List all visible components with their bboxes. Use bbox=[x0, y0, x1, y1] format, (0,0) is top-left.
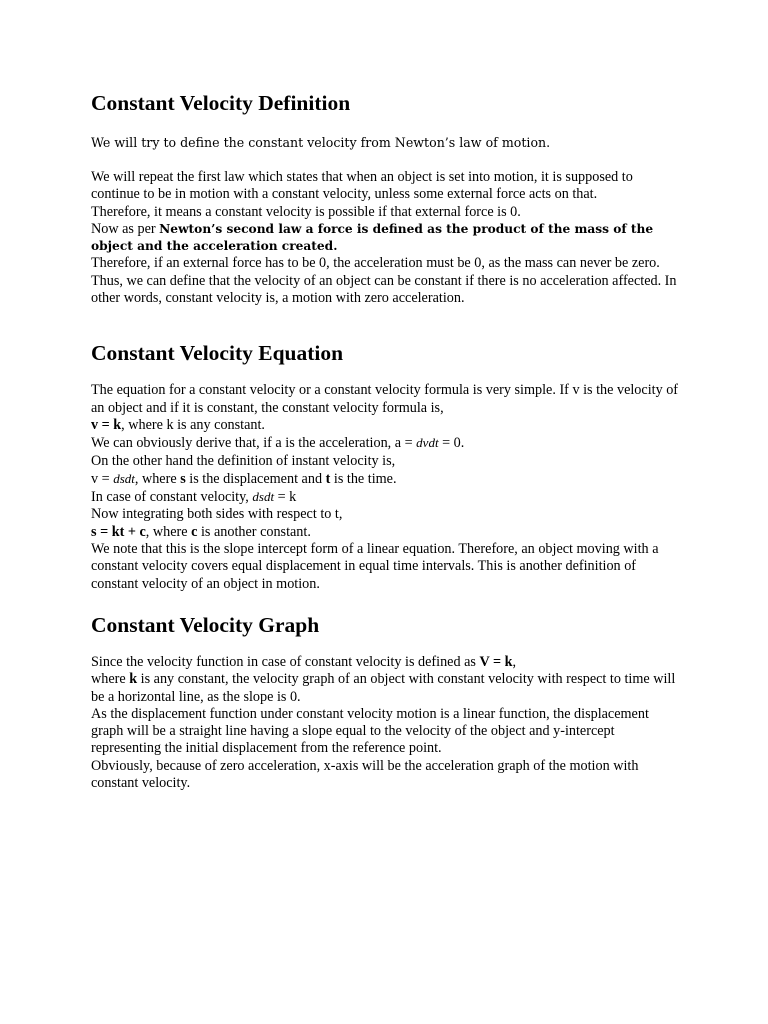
math-dsdt: dsdt bbox=[252, 489, 275, 505]
equation-v-equals-k bbox=[91, 417, 681, 434]
line-v-dsdt bbox=[91, 470, 681, 488]
symbol-s: s bbox=[180, 470, 186, 487]
text-segment: , bbox=[512, 653, 517, 670]
math-dsdt: dsdt bbox=[113, 470, 135, 486]
equation-bold: v = k bbox=[91, 416, 122, 433]
line-constant-case bbox=[91, 488, 681, 506]
line-velocity-function bbox=[91, 654, 681, 671]
text-segment: , where k is any constant. bbox=[121, 416, 265, 433]
text-segment: is the time. bbox=[330, 470, 397, 487]
text-segment: = k bbox=[274, 489, 297, 506]
line-derive-acceleration bbox=[91, 434, 681, 452]
paragraph-equation-intro: The equation for a constant velocity or a constant velocity formula is very simple. If v is the velocity of an object and if it is constant, the constant velocity formula is, bbox=[91, 382, 679, 416]
heading-constant-velocity-graph: Constant Velocity Graph bbox=[91, 612, 320, 637]
paragraph-zero-acceleration: Thus, we can define that the velocity of an object can be constant if there is no acceleration affected. In other words, constant velocity is, a motion with zero acceleration. bbox=[91, 272, 677, 307]
equation-bold: V = k bbox=[479, 653, 513, 670]
text-segment: v = bbox=[91, 470, 114, 487]
paragraph-slope-intercept: We note that this is the slope intercept form of a linear equation. Therefore, an object moving with a constant velocity covers equal displacement in equal time intervals. This is another definition of constant velocity of an object in motion. bbox=[91, 541, 659, 592]
text-segment: We can obviously derive that, if a is the acceleration, a = bbox=[91, 435, 417, 452]
text-segment: where bbox=[91, 671, 130, 688]
symbol-k: k bbox=[129, 671, 138, 688]
paragraph-acceleration-graph: Obviously, because of zero acceleration, x-axis will be the acceleration graph of the motion with constant velocity. bbox=[91, 757, 639, 792]
text-segment: , where bbox=[134, 470, 181, 487]
equation-s-equals-kt-plus-c bbox=[91, 524, 681, 541]
text-segment: In case of constant velocity, bbox=[91, 489, 253, 506]
paragraph-second-law bbox=[91, 221, 681, 256]
text-segment: is any constant, the velocity graph of an object with constant velocity with respect to time will be a horizontal line, as the slope is 0. bbox=[91, 671, 676, 705]
text-segment: = 0. bbox=[438, 435, 465, 452]
symbol-c: c bbox=[191, 523, 198, 540]
equation-bold: s = kt + c bbox=[91, 523, 146, 540]
text-segment: is another constant. bbox=[197, 523, 311, 540]
intro-text: We will try to define the constant velocity from Newton’s law of motion. bbox=[91, 135, 551, 150]
paragraph-acceleration-zero: Therefore, if an external force has to be 0, the acceleration must be 0, as the mass can never be zero. bbox=[91, 255, 660, 272]
text-segment: Since the velocity function in case of constant velocity is defined as bbox=[91, 653, 480, 670]
line-instant-velocity: On the other hand the definition of instant velocity is, bbox=[91, 452, 396, 469]
heading-constant-velocity-equation: Constant Velocity Equation bbox=[91, 341, 344, 366]
paragraph-displacement-graph: As the displacement function under constant velocity motion is a linear function, the displacement graph will be a straight line having a slope equal to the velocity of the object and y-intercept representing the initial displacement from the reference point. bbox=[91, 705, 649, 757]
paragraph-first-law: We will repeat the first law which states that when an object is set into motion, it is supposed to continue to be in motion with a constant velocity, unless some external force acts on that. bbox=[91, 169, 633, 203]
text-segment: Now as per bbox=[91, 220, 160, 237]
text-segment: is the displacement and bbox=[185, 470, 326, 487]
line-integrating: Now integrating both sides with respect to t, bbox=[91, 506, 343, 523]
bold-statement: Newton’s second law a force is defined as the product of the mass of the object and the acceleration created. bbox=[91, 221, 654, 254]
text-segment: , where bbox=[145, 523, 192, 540]
paragraph-velocity-graph bbox=[91, 671, 681, 706]
paragraph-external-force: Therefore, it means a constant velocity is possible if that external force is 0. bbox=[91, 203, 521, 220]
math-dvdt: dvdt bbox=[416, 435, 439, 451]
symbol-t: t bbox=[325, 470, 331, 487]
heading-constant-velocity-definition: Constant Velocity Definition bbox=[91, 91, 351, 115]
document-page bbox=[91, 88, 681, 792]
